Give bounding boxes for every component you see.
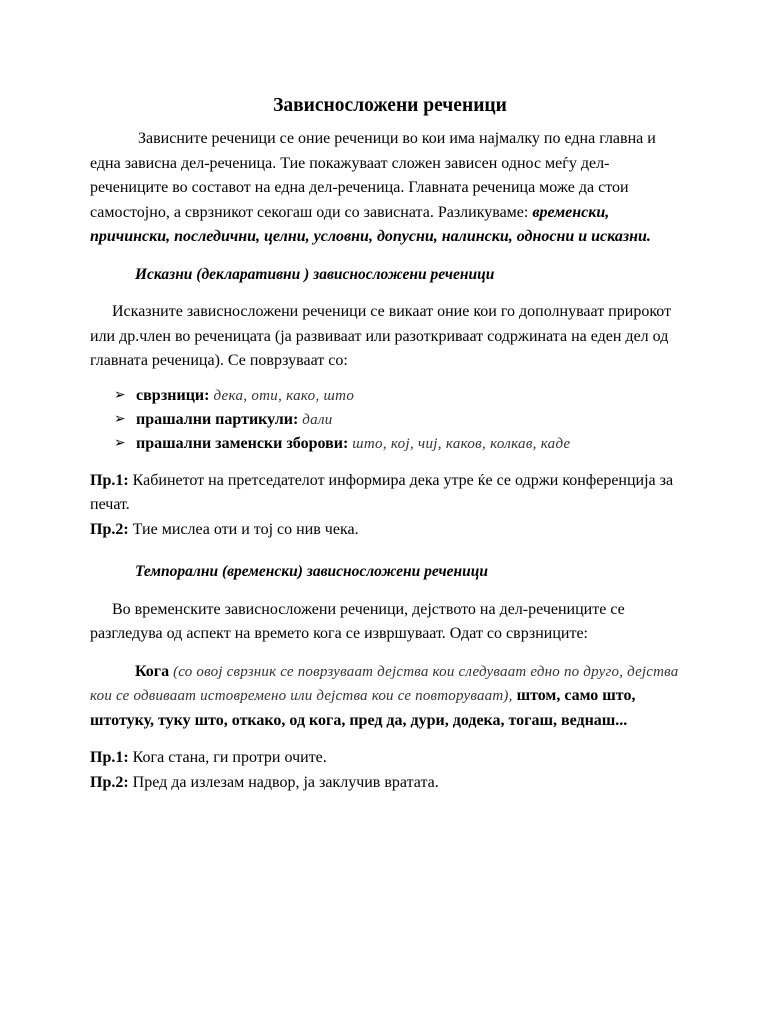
example-text: Тие мислеа оти и тој со нив чека. [132,520,359,538]
example-text: Пред да излезам надвор, ја заклучив вратата. [132,773,439,791]
list-item-label: прашални заменски зборови: [136,434,349,452]
example-text: Кога стана, ги протри очите. [132,749,327,766]
conjunction-list [90,384,680,456]
section1-examples [90,469,680,543]
list-item-value: што, кој, чиј, каков, колкав, каде [352,435,571,452]
section1-paragraph: Исказните зависносложени реченици се викаат оние кои го дополнуваат прирокот или др.член во реченицата (ја развиваат или разоткриваат содржината на еден дел од главната реченица). Се поврзуваат со: [90,303,672,369]
list-item [114,408,680,432]
intro-types: временски, причински, последични, целни, условни, допусни, налински, односни и исказни. [90,203,651,245]
koga-word: Кога [135,662,170,680]
section2-paragraph: Во временските зависносложени реченици, дејството на дел-речениците се разгледува од аспект на времето кога се извршуваат. Одат со сврзниците: [90,600,625,642]
arrow-bullet-icon: ➢ [114,411,126,427]
list-item-label: прашални партикули: [136,410,299,428]
koga-note: (со овој сврзник се поврзуваат дејства кои следуваат едно по друго, дејства кои се одвиваат истовремено или дејства кои се повторуваат), [90,663,679,704]
section2-examples [90,746,680,795]
intro-paragraph [90,127,680,250]
example-label: Пр.2: [90,520,129,538]
example-label: Пр.2: [90,773,129,791]
list-item [114,432,680,456]
section-heading-declarative: Исказни (декларативни ) зависносложени реченици [135,265,495,283]
intro-text: Зависните реченици се оние реченици во кои има најмалку по една главна и една зависна дел-реченица. Тие покажуваат сложен зависен однос меѓу дел-речениците во составот на една дел-реченица. Главната реченица може да стои самостојно, а сврзникот секогаш оди со зависната. Разликуваме: [90,130,656,221]
arrow-bullet-icon: ➢ [114,435,126,451]
document-body [90,92,680,795]
example-label: Пр.1: [90,749,129,766]
example-item [90,469,680,518]
list-item [114,384,680,408]
page-title: Зависносложени реченици [273,95,507,116]
example-label: Пр.1: [90,471,129,489]
example-text: Кабинетот на претседателот информира дека утре ќе се одржи конференција за печат. [90,471,674,513]
list-item-value: дали [302,411,333,428]
arrow-bullet-icon: ➢ [114,387,126,403]
koga-conjunctions: штом, само што, штотуку, туку што, откако, од кога, пред да, дури, додека, тогаш, веднаш... [90,687,636,729]
example-item [90,771,680,796]
section-heading-temporal: Темпорални (временски) зависносложени реченици [135,563,488,580]
list-item-label: сврзници: [136,386,210,404]
koga-paragraph [90,660,680,734]
list-item-value: дека, оти, како, што [213,387,355,404]
example-item [90,746,680,771]
example-item [90,518,680,543]
